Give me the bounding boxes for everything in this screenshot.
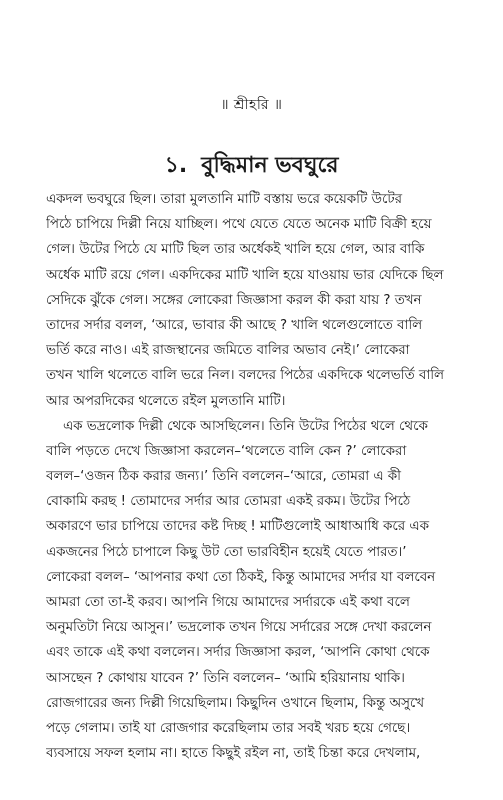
text-line: আমরা তো তা-ই করব। আপনি গিয়ে আমাদের সর্দারকে এই কথা বলে	[46, 595, 410, 610]
text-line: লোকেরা বলল– ‘আপনার কথা তো ঠিকই, কিন্তু আমাদের সর্দার যা বলবেন	[46, 569, 436, 585]
chapter-title-text: বুদ্ধিমান ভবঘুরে	[201, 153, 339, 178]
text-line: তখন খালি থলেতে বালি ভরে নিল। বলদের পিঠের একদিকে থলেভর্তি বালি	[46, 368, 445, 384]
text-line: বলল–‘ওজন ঠিক করার জন্য।’ তিনি বললেন–‘আরে, তোমরা এ কী	[46, 469, 401, 485]
text-line: এবং তাকে এই কথা বললেন। সর্দার জিজ্ঞাসা করল, ‘আপনি কোথা থেকে	[46, 645, 430, 661]
text-line: অর্ধেক মাটি রয়ে গেল। একদিকের মাটি খালি হয়ে যাওয়ায় ভার যেদিকে ছিল	[46, 267, 444, 283]
text-line: বালি পড়তে দেখে জিজ্ঞাসা করলেন–‘থলেতে বালি কেন ?’ লোকেরা	[46, 443, 407, 459]
text-line: তাদের সর্দার বলল, ‘আরে, ভাবার কী আছে ? খালি থলেগুলোতে বালি	[46, 317, 423, 333]
text-line: আর অপরদিকের থলেতে রইল মুলতানি মাটি।	[46, 393, 286, 409]
text-line: পড়ে গেলাম। তাই যা রোজগার করেছিলাম তার সবই খরচ হয়ে গেছে।	[46, 720, 411, 736]
text-line: এক ভদ্রলোক দিল্লী থেকে আসছিলেন। তিনি উটের পিঠের থলে থেকে	[63, 418, 428, 434]
chapter-title	[0, 148, 503, 185]
text-line: বোকামি করছ ! তোমাদের সর্দার আর তোমরা একই রকম। উটের পিঠে	[46, 494, 411, 510]
chapter-number: ১.	[164, 153, 188, 178]
text-line: একজনের পিঠে চাপালে কিছু উট তো ভারবিহীন হয়েই যেতে পারত।’	[46, 544, 407, 560]
story-text	[46, 187, 465, 766]
text-line: অনুমতিটা নিয়ে আসুন।’ ভদ্রলোক তখন গিয়ে সর্দারের সঙ্গে দেখা করলেন	[46, 620, 432, 636]
text-line: রোজগারের জন্য দিল্লী গিয়েছিলাম। কিছুদিন ওখানে ছিলাম, কিন্তু অসুখে	[46, 695, 425, 711]
text-line: আসছেন ? কোথায় যাবেন ?’ তিনি বললেন– ‘আমি হরিয়ানায় থাকি।	[46, 670, 405, 686]
text-line: ব্যবসায়ে সফল হলাম না। হাতে কিছুই রইল না, তাই চিন্তা করে দেখলাম,	[46, 746, 421, 762]
text-line: ভর্তি করে নাও। এই রাজস্থানের জমিতে বালির অভাব নেই।’ লোকেরা	[46, 343, 410, 359]
text-line: পিঠে চাপিয়ে দিল্লী নিয়ে যাচ্ছিল। পথে যেতে যেতে অনেক মাটি বিক্রী হয়ে	[46, 217, 432, 233]
text-line: সেদিকে ঝুঁকে গেল। সঙ্গের লোকেরা জিজ্ঞাসা করল কী করা যায় ? তখন	[46, 292, 422, 308]
text-line: গেল। উটের পিঠে যে মাটি ছিল তার অর্ধেকই খালি হয়ে গেল, আর বাকি	[46, 242, 425, 258]
page-header-invocation: ॥ শ্রীহরি ॥	[220, 97, 283, 113]
text-line: অকারণে ভার চাপিয়ে তাদের কষ্ট দিচ্ছ ! মাটিগুলোই আধাআধি করে এক	[46, 519, 429, 535]
text-line: একদল ভবঘুরে ছিল। তারা মুলতানি মাটি বস্তায় ভরে কয়েকটি উটের	[46, 192, 403, 207]
